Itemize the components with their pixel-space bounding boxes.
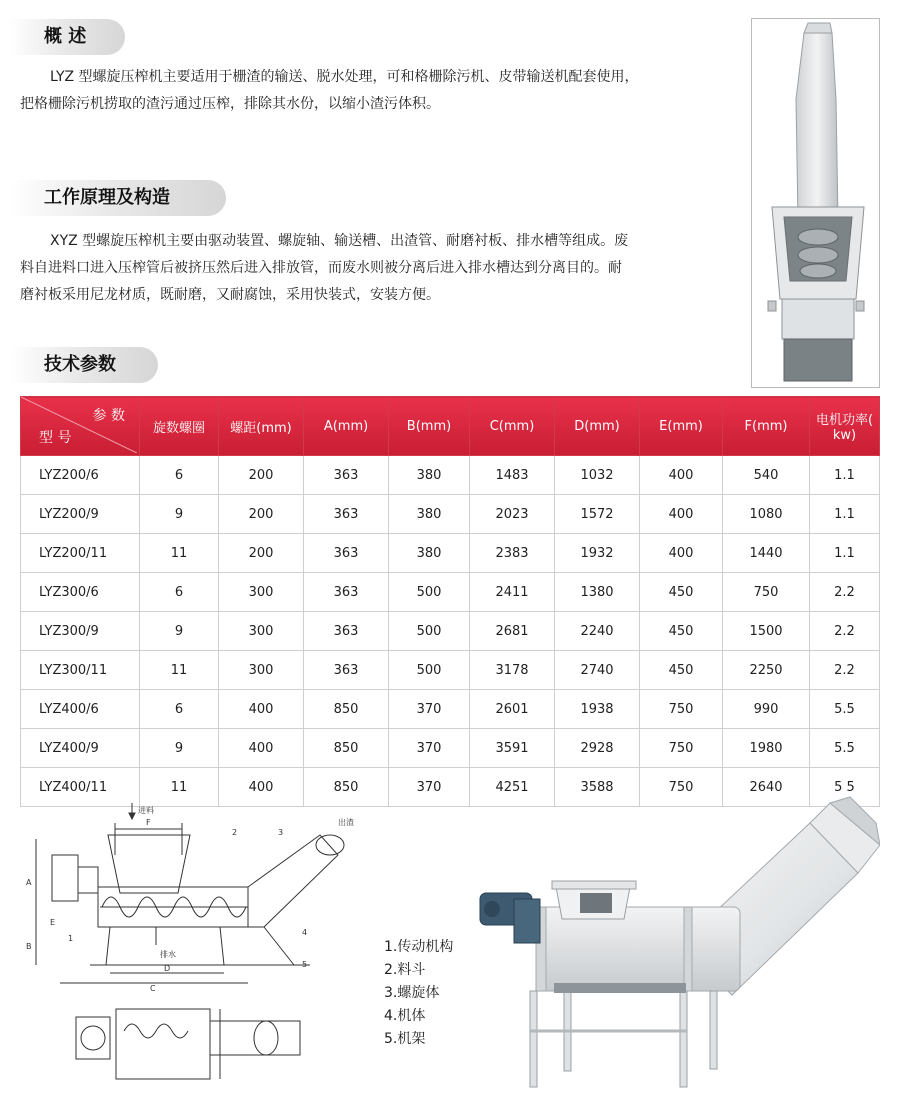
drawing-callout: 5 [302,960,308,969]
drawing-callout: 1 [68,934,74,943]
model-cell: LYZ400/6 [21,690,140,729]
value-cell: 1572 [555,495,640,534]
machine-photo [470,795,880,1095]
value-cell: 400 [219,729,304,768]
value-cell: 4251 [470,768,555,807]
principle-line-2: 料自进料口进入压榨管后被挤压然后进入排放管，而废水则被分离后进入排水槽达到分离目的。耐 [20,260,622,276]
table-row [21,534,880,573]
value-cell: 6 [140,456,219,495]
value-cell: 2.2 [810,612,880,651]
value-cell: 2681 [470,612,555,651]
value-cell: 370 [389,768,470,807]
drawing-dim-d: D [164,964,171,973]
value-cell: 850 [304,690,389,729]
overview-line-2: 把格栅除污机捞取的渣污通过压榨，排除其水份，以缩小渣污体积。 [20,96,440,112]
value-cell: 363 [304,612,389,651]
table-row [21,651,880,690]
product-photo [751,18,880,388]
value-cell: 450 [640,573,723,612]
model-cell: LYZ200/9 [21,495,140,534]
header-cell: B(mm) [389,397,470,456]
header-cell: 电机功率( kw) [810,397,880,456]
table-row [21,729,880,768]
header-cell: F(mm) [723,397,810,456]
screw-press-machine-icon [470,795,880,1095]
legend-item: 2.料斗 [384,962,426,978]
value-cell: 1.1 [810,495,880,534]
drawing-label-outlet: 出渣 [338,818,354,827]
value-cell: 2.2 [810,573,880,612]
value-cell: 540 [723,456,810,495]
model-cell: LYZ400/11 [21,768,140,807]
value-cell: 380 [389,534,470,573]
header-corner [21,397,140,456]
table-row [21,456,880,495]
value-cell: 380 [389,495,470,534]
value-cell: 500 [389,612,470,651]
drawing-callout: 4 [302,928,308,937]
value-cell: 9 [140,495,219,534]
value-cell: 1932 [555,534,640,573]
value-cell: 400 [219,768,304,807]
technical-drawing-icon [20,795,380,1095]
value-cell: 370 [389,729,470,768]
value-cell: 3591 [470,729,555,768]
spec-table-header [21,397,880,456]
value-cell: 500 [389,573,470,612]
principle-text [20,228,730,309]
value-cell: 2250 [723,651,810,690]
value-cell: 5 5 [810,768,880,807]
value-cell: 750 [723,573,810,612]
value-cell: 450 [640,651,723,690]
value-cell: 9 [140,612,219,651]
value-cell: 2.2 [810,651,880,690]
overview-heading: 概 述 [10,19,125,55]
value-cell: 750 [640,690,723,729]
value-cell: 363 [304,456,389,495]
value-cell: 1938 [555,690,640,729]
value-cell: 2383 [470,534,555,573]
value-cell: 200 [219,495,304,534]
value-cell: 1440 [723,534,810,573]
value-cell: 1.1 [810,534,880,573]
value-cell: 363 [304,573,389,612]
model-cell: LYZ400/9 [21,729,140,768]
header-cell: 螺距(mm) [219,397,304,456]
legend-item: 5.机架 [384,1031,426,1047]
table-row [21,690,880,729]
legend-item: 1.传动机构 [384,939,454,955]
drawing-dim-c: C [150,984,156,993]
model-cell: LYZ200/11 [21,534,140,573]
value-cell: 1483 [470,456,555,495]
value-cell: 363 [304,651,389,690]
params-heading: 技术参数 [10,347,158,383]
value-cell: 300 [219,573,304,612]
value-cell: 2240 [555,612,640,651]
value-cell: 200 [219,534,304,573]
drawing-dim-b: B [26,942,32,951]
parts-legend [384,936,453,1051]
value-cell: 363 [304,495,389,534]
value-cell: 5.5 [810,729,880,768]
drawing-label-feed: 进料 [138,806,154,815]
legend-item: 4.机体 [384,1008,426,1024]
value-cell: 3588 [555,768,640,807]
header-cell: C(mm) [470,397,555,456]
value-cell: 850 [304,729,389,768]
model-cell: LYZ300/11 [21,651,140,690]
value-cell: 9 [140,729,219,768]
value-cell: 2023 [470,495,555,534]
value-cell: 750 [640,768,723,807]
spec-table [20,396,880,807]
value-cell: 400 [640,495,723,534]
header-corner-bottom: 型 号 [39,430,72,446]
value-cell: 400 [219,690,304,729]
technical-drawing [20,795,380,1095]
value-cell: 400 [640,534,723,573]
value-cell: 2740 [555,651,640,690]
value-cell: 500 [389,651,470,690]
value-cell: 11 [140,651,219,690]
value-cell: 380 [389,456,470,495]
drawing-dim-f: F [146,818,151,827]
header-corner-top: 参 数 [92,408,125,424]
legend-item: 3.螺旋体 [384,985,440,1001]
model-cell: LYZ200/6 [21,456,140,495]
model-cell: LYZ300/9 [21,612,140,651]
value-cell: 300 [219,612,304,651]
value-cell: 11 [140,768,219,807]
value-cell: 2411 [470,573,555,612]
value-cell: 1.1 [810,456,880,495]
value-cell: 450 [640,612,723,651]
value-cell: 300 [219,651,304,690]
value-cell: 2928 [555,729,640,768]
principle-line-3: 磨衬板采用尼龙材质，既耐磨，又耐腐蚀，采用快装式，安装方便。 [20,287,440,303]
value-cell: 6 [140,690,219,729]
value-cell: 5.5 [810,690,880,729]
overview-line-1: LYZ 型螺旋压榨机主要适用于栅渣的输送、脱水处理，可和格栅除污机、皮带输送机配套使用， [50,69,639,85]
value-cell: 990 [723,690,810,729]
value-cell: 6 [140,573,219,612]
value-cell: 200 [219,456,304,495]
value-cell: 1500 [723,612,810,651]
value-cell: 850 [304,768,389,807]
table-row [21,573,880,612]
value-cell: 2640 [723,768,810,807]
value-cell: 1032 [555,456,640,495]
value-cell: 11 [140,534,219,573]
value-cell: 400 [640,456,723,495]
table-row [21,612,880,651]
model-cell: LYZ300/6 [21,573,140,612]
header-cell: E(mm) [640,397,723,456]
value-cell: 1080 [723,495,810,534]
header-cell: 旋数螺圈 [140,397,219,456]
drawing-dim-a: A [26,878,32,887]
screw-press-photo-icon [752,19,879,387]
value-cell: 1980 [723,729,810,768]
drawing-dim-e: E [50,918,56,927]
value-cell: 363 [304,534,389,573]
principle-line-1: XYZ 型螺旋压榨机主要由驱动装置、螺旋轴、输送槽、出渣管、耐磨衬板、排水槽等组成。废 [50,233,629,249]
principle-heading: 工作原理及构造 [10,180,226,216]
value-cell: 1380 [555,573,640,612]
header-cell: D(mm) [555,397,640,456]
value-cell: 3178 [470,651,555,690]
overview-text [20,64,730,118]
spec-table-body [21,456,880,807]
value-cell: 750 [640,729,723,768]
value-cell: 2601 [470,690,555,729]
drawing-callout: 2 [232,828,238,837]
header-cell: A(mm) [304,397,389,456]
drawing-label-drain: 排水 [160,950,176,959]
drawing-callout: 3 [278,828,284,837]
table-row [21,495,880,534]
value-cell: 370 [389,690,470,729]
